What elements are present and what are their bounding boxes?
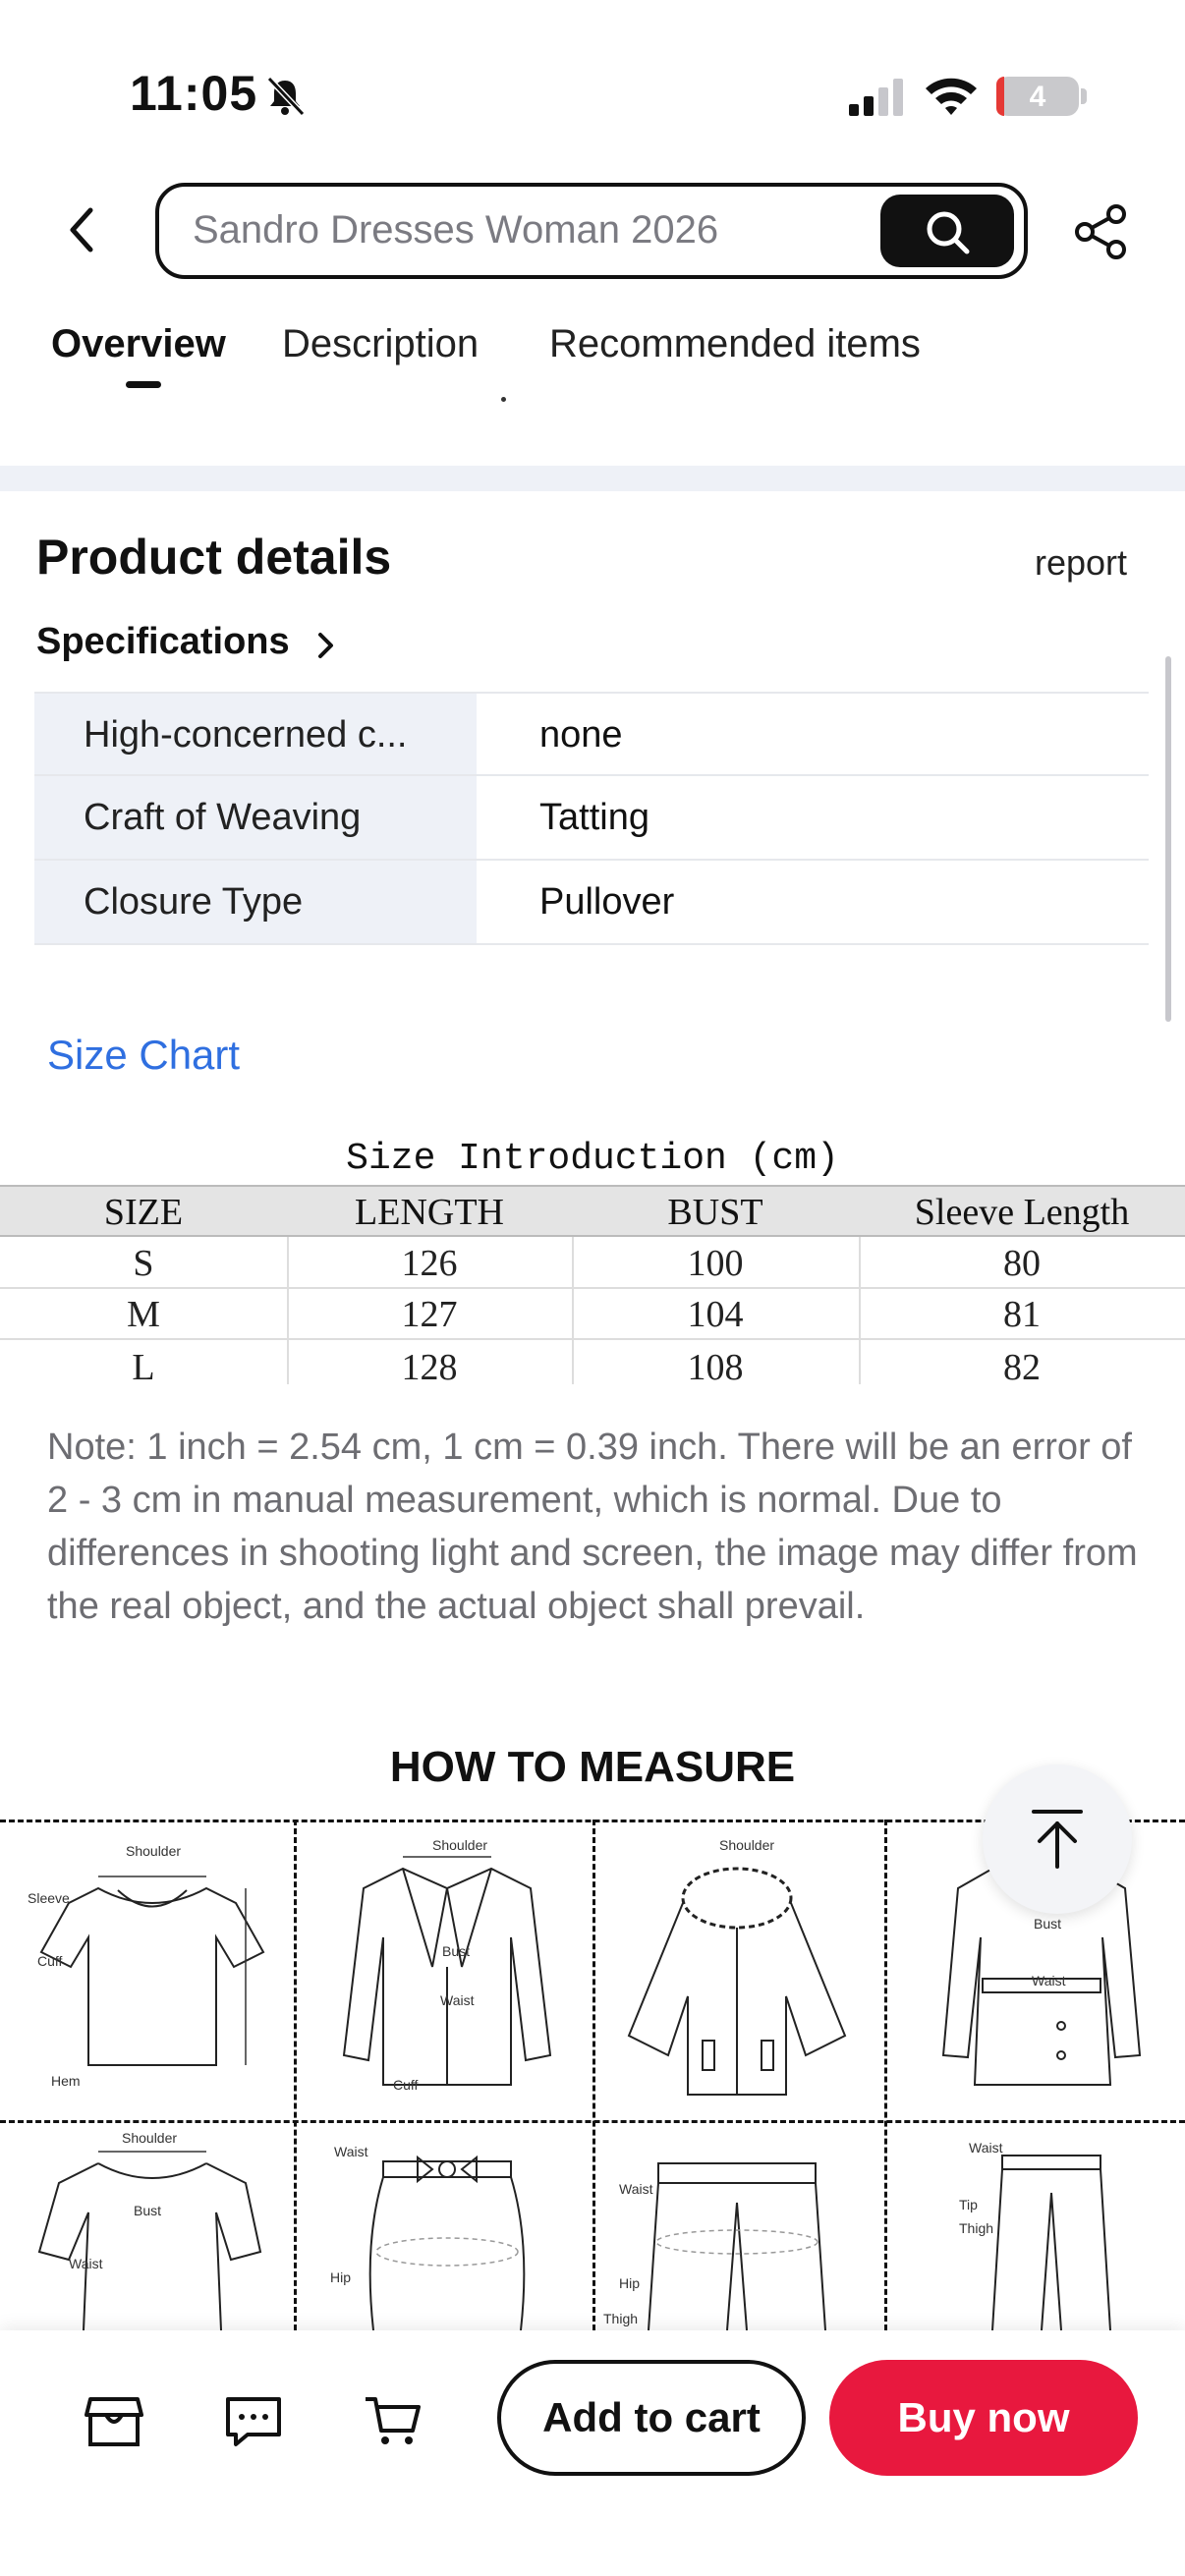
label-shoulder: Shoulder [126,1843,182,1859]
size-cell: 82 [1003,1347,1041,1388]
label-waist: Waist [619,2181,653,2197]
label-hip: Hip [619,2275,641,2291]
scroll-to-top-button[interactable] [983,1764,1132,1914]
battery-indicator [996,77,1079,116]
tab-dot [501,397,506,402]
spec-row [34,861,1149,945]
size-cell: 126 [401,1243,458,1284]
section-divider [0,466,1185,491]
tab-description[interactable]: Description [282,322,480,365]
signal-icon [849,79,906,116]
chat-icon[interactable] [222,2389,285,2452]
trousers-diagram-icon [619,2144,855,2330]
size-header-bust: BUST [667,1192,763,1233]
size-cell: 108 [687,1347,744,1388]
size-table-title: Size Introduction (cm) [346,1138,839,1180]
size-cell: S [133,1243,154,1284]
label-shoulder: Shoulder [432,1837,488,1853]
size-cell: M [127,1294,160,1335]
report-link[interactable]: report [1035,542,1128,583]
label-thigh: Thigh [959,2220,994,2236]
label-bust: Bust [442,1943,471,1959]
specifications-link[interactable]: Specifications [36,621,290,662]
search-input[interactable] [155,183,1028,279]
search-query-text: Sandro Dresses Woman 2026 [193,208,719,252]
how-to-measure-title: HOW TO MEASURE [389,1743,796,1791]
size-cell: 128 [401,1347,458,1388]
label-hem: Hem [51,2073,81,2089]
battery-level-text: 4 [1029,81,1046,113]
cart-icon[interactable] [362,2389,424,2452]
size-header-size: SIZE [103,1192,184,1233]
status-bar [0,0,1185,167]
spec-value: none [539,714,623,756]
label-thigh: Thigh [603,2311,639,2326]
specifications-table [34,692,1149,945]
label-tip: Tip [959,2197,978,2212]
size-header-sleeve-length: Sleeve Length [914,1192,1130,1233]
back-arrow-icon[interactable] [59,204,106,255]
spec-value: Pullover [539,881,675,923]
label-waist: Waist [440,1992,475,2008]
size-introduction-image [0,1130,1185,1395]
add-to-cart-button[interactable]: Add to cart [497,2360,806,2476]
spec-row [34,776,1149,861]
label-sleeve: Sleeve [28,1890,70,1906]
buy-now-button[interactable]: Buy now [829,2360,1138,2476]
battery-cap [1081,88,1087,104]
label-waist: Waist [969,2140,1003,2156]
size-cell: 127 [401,1294,458,1335]
label-cuff: Cuff [393,2077,419,2093]
label-bust: Bust [1034,1916,1062,1932]
size-header-length: LENGTH [355,1192,504,1233]
dress-diagram-icon [29,2144,265,2330]
label-waist: Waist [334,2144,368,2159]
wifi-icon [924,75,979,118]
size-chart-link[interactable]: Size Chart [47,1032,241,1078]
label-hip: Hip [330,2269,352,2285]
tab-recommended-items[interactable]: Recommended items [549,322,921,365]
size-cell: 104 [687,1294,744,1335]
how-to-measure-image [0,1820,1185,2330]
size-note: Note: 1 inch = 2.54 cm, 1 cm = 0.39 inch. There will be an error of 2 - 3 cm in manual measurement, which is normal. Due to differences in shooting light and screen, the image may differ from the real object, and the actual object shall prevail. [47,1427,1138,1627]
blazer-diagram-icon [324,1849,570,2104]
bell-muted-icon [263,75,307,118]
share-icon[interactable] [1071,202,1130,261]
label-shoulder: Shoulder [719,1837,775,1853]
spec-key: High-concerned c... [34,694,477,774]
spec-row [34,692,1149,776]
search-icon [924,208,971,255]
bottom-action-bar [0,2330,1185,2576]
active-tab-indicator [126,381,161,388]
label-cuff: Cuff [37,1953,63,1969]
spec-value: Tatting [539,797,649,838]
chevron-right-icon[interactable] [312,629,338,662]
label-bust: Bust [134,2203,162,2218]
label-waist: Waist [1032,1973,1066,1988]
product-details-title: Product details [36,530,392,585]
pants-diagram-icon [943,2144,1159,2330]
label-waist: Waist [69,2256,103,2271]
store-icon[interactable] [83,2389,145,2452]
spec-key: Craft of Weaving [34,776,477,859]
size-cell: 81 [1003,1294,1041,1335]
status-time: 11:05 [130,66,258,121]
arrow-up-icon [1028,1808,1087,1871]
search-button[interactable] [880,195,1014,267]
label-shoulder: Shoulder [122,2130,178,2146]
size-cell: L [132,1347,155,1388]
size-cell: 80 [1003,1243,1041,1284]
skirt-diagram-icon [324,2144,570,2330]
size-cell: 100 [687,1243,744,1284]
cape-coat-diagram-icon [609,1849,865,2104]
spec-key: Closure Type [34,861,477,943]
tab-overview[interactable]: Overview [51,322,226,365]
scroll-indicator [1165,656,1171,1022]
